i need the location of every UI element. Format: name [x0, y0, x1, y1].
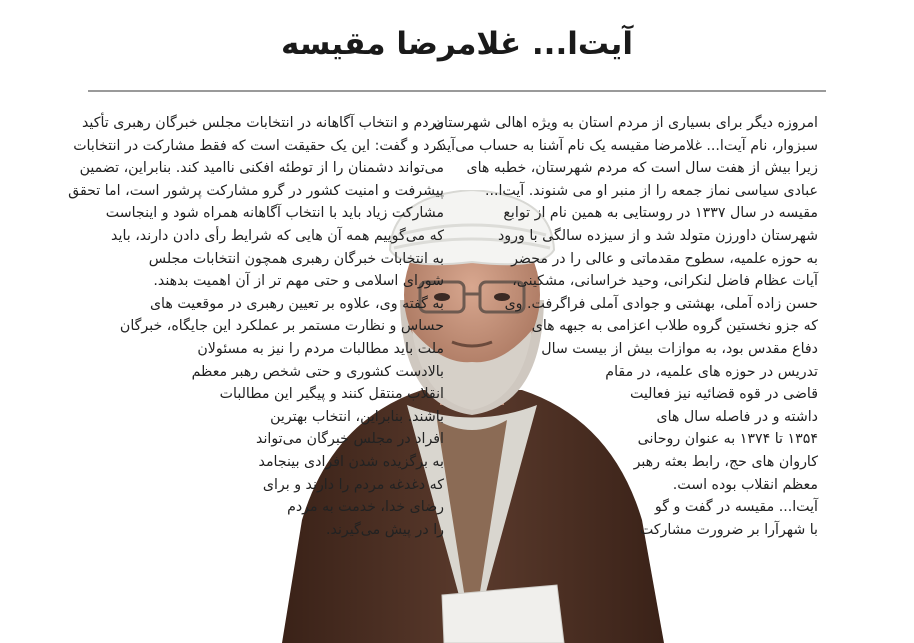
title-divider	[88, 90, 826, 92]
paragraph-line: شهرستان داورزن متولد شد و از سیزده سالگی با ورود	[497, 227, 818, 244]
paragraph-line: باشند. بنابراین، انتخاب بهترین	[270, 408, 444, 425]
paragraph-line: حسن زاده آملی، بهشتی و جوادی آملی فراگرفت. وی	[504, 295, 818, 312]
paragraph-line: کرد و گفت: این یک حقیقت است که فقط مشارکت در انتخابات	[73, 137, 444, 154]
paragraph-line: که جزو نخستین گروه طلاب اعزامی به جبهه های	[531, 318, 818, 335]
paragraph-line: کاروان های حج، رابط بعثه رهبر	[633, 453, 818, 470]
paragraph-line: آیت‌ا... مقیسه در گفت و گو	[654, 499, 818, 516]
paragraph-line: دفاع مقدس بود، به موازات بیش از بیست سال	[541, 340, 818, 357]
paragraph-line: حساس و نظارت مستمر بر عملکرد این جایگاه، خبرگان	[119, 318, 444, 335]
paragraph-line: عبادی سیاسی نماز جمعه را از منبر او می شنوند. آیت‌ا...	[484, 182, 818, 199]
paragraph-line: به حوزه علمیه، سطوح مقدماتی و عالی را در محضر	[511, 250, 818, 267]
paragraph-line: به گفته وی، علاوه بر تعیین رهبری در موقعیت های	[149, 295, 444, 312]
paragraph-line: انقلاب منتقل کنند و پیگیر این مطالبات	[219, 386, 444, 403]
article-column-right	[433, 112, 818, 541]
paragraph-line: افراد در مجلس خبرگان می‌تواند	[256, 431, 444, 448]
paragraph-line: مردم و انتخاب آگاهانه در انتخابات مجلس خبرگان رهبری تأکید	[81, 115, 444, 131]
paragraph-line: ۱۳۵۴ تا ۱۳۷۴ به عنوان روحانی	[637, 431, 818, 448]
paragraph-line: سبزوار، نام آیت‌ا... غلامرضا مقیسه یک نام آشنا به حساب می‌آید،	[435, 137, 818, 154]
paragraph-line: ملت باید مطالبات مردم را نیز به مسئولان	[197, 340, 444, 357]
paragraph-line: پیشرفت و امنیت کشور در گرو مشارکت پرشور است، اما تحقق	[68, 182, 444, 199]
paragraph-line: می‌تواند دشمنان را از توطئه افکنی ناامید کند. بنابراین، تضمین	[79, 160, 444, 177]
paragraph-line: تدریس در حوزه های علمیه، در مقام	[605, 363, 818, 380]
paragraph-line: که می‌گوییم همه آن هایی که شرایط رأی دادن دارند، باید	[111, 227, 444, 244]
paragraph-line: با شهرآرا بر ضرورت مشارکت	[639, 521, 818, 538]
paragraph-line: قاضی در قوه قضائیه نیز فعالیت	[629, 386, 818, 403]
paragraph-line: داشته و در فاصله سال های	[656, 408, 818, 425]
paragraph-line: به انتخابات خبرگان رهبری همچون انتخابات مجلس	[148, 250, 444, 267]
paragraph-line: رضای خدا، خدمت به مردم	[287, 499, 444, 516]
paragraph-line: که دغدغه مردم را دارند و برای	[262, 476, 444, 493]
paragraph-line: امروزه دیگر برای بسیاری از مردم استان به ویژه اهالی شهرستان	[433, 115, 818, 131]
paragraph-line: آیات عظام فاضل لنکرانی، وحید خراسانی، مشکینی،	[512, 273, 818, 290]
article-title: آیت‌ا... غلامرضا مقیسه	[281, 26, 633, 62]
article-column-left	[68, 112, 444, 541]
paragraph-line: شورای اسلامی و حتی مهم تر از آن اهمیت بدهند.	[153, 273, 444, 290]
paragraph-line: بالادست کشوری و حتی شخص رهبر معظم	[191, 363, 444, 380]
paragraph-line: معظم انقلاب بوده است.	[672, 476, 818, 493]
paragraph-line: را در پیش می‌گیرند.	[325, 521, 444, 538]
paragraph-line: زیرا بیش از هفت سال است که مردم شهرستان، خطبه های	[466, 160, 818, 177]
paragraph-line: مشارکت زیاد باید با انتخاب آگاهانه همراه شود و اینجاست	[105, 205, 444, 222]
paragraph-line: به برگزیده شدن افرادی بینجامد	[258, 453, 444, 470]
paragraph-line: مقیسه در سال ۱۳۳۷ در روستایی به همین نام از توابع	[503, 205, 818, 222]
